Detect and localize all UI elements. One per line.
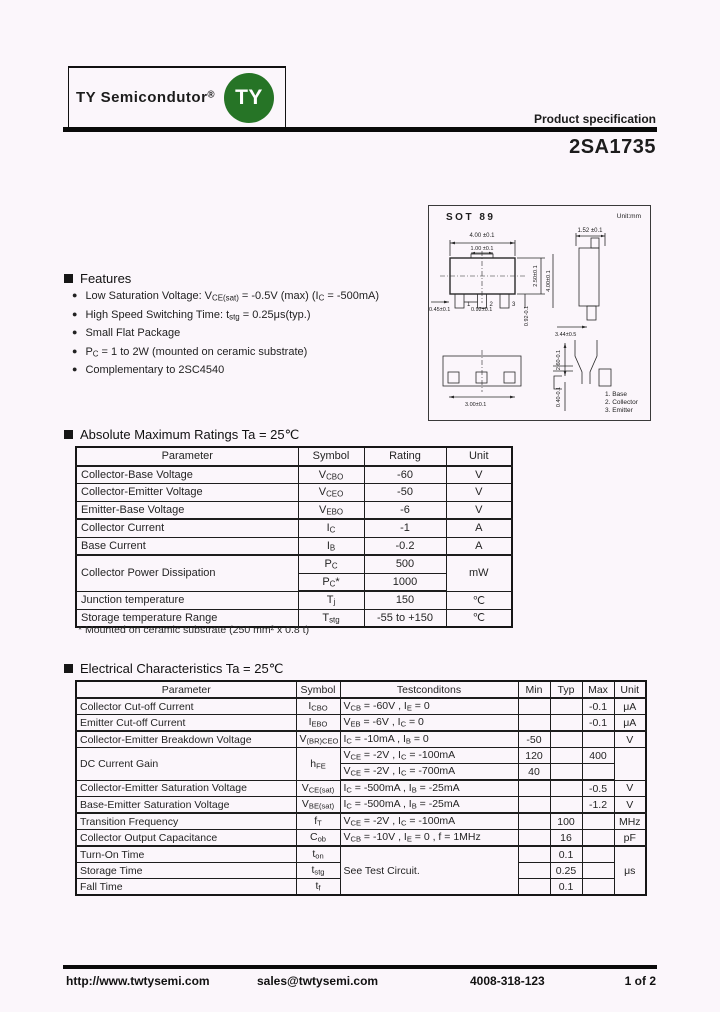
dim-side-length: 3.44±0.5 (555, 332, 577, 338)
cell-parameter: Collector Power Dissipation (76, 555, 298, 591)
table-row (76, 731, 646, 748)
cell-unit: μA (614, 698, 646, 715)
cell-typ (550, 797, 582, 814)
feature-item (72, 346, 307, 358)
cell-symbol: $V_{(BR)CEO}$ (296, 731, 340, 748)
cell-cond: $I_C = -500mA$ , $I_B = -25mA$ (340, 780, 518, 797)
cell-symbol: $t_f$ (296, 879, 340, 896)
cell-parameter: Turn-On Time (76, 846, 296, 863)
pin-legend (605, 391, 639, 414)
electrical-characteristics-table (75, 680, 647, 896)
side-view (555, 228, 605, 338)
cell-unit: mW (446, 555, 512, 591)
cell-min: -50 (518, 731, 550, 748)
cell-min (518, 879, 550, 896)
cell-symbol: $P_C*$ (298, 573, 364, 591)
cell-typ: 0.25 (550, 863, 582, 879)
cell-symbol: $V_{CEO}$ (298, 484, 364, 502)
cell-parameter: Emitter-Base Voltage (76, 501, 298, 519)
table-row (76, 813, 646, 830)
brand-logo-badge (224, 73, 274, 123)
col-typ: Typ (550, 681, 582, 698)
cell-typ: 100 (550, 813, 582, 830)
cell-unit: A (446, 519, 512, 537)
package-outline-figure (428, 205, 651, 421)
bullet-icon: ● (72, 327, 78, 337)
registered-mark: ® (207, 89, 216, 101)
cell-typ (550, 764, 582, 781)
footer-rule (63, 965, 657, 969)
cell-symbol: $V_{BE(sat)}$ (296, 797, 340, 814)
cell-unit (614, 748, 646, 781)
elec-title-text: Electrical Characteristics Ta = 25℃ (80, 661, 284, 676)
cell-unit: μs (614, 846, 646, 895)
cell-min (518, 698, 550, 715)
cell-unit: V (614, 797, 646, 814)
cell-parameter: Fall Time (76, 879, 296, 896)
cell-parameter: Collector-Emitter Breakdown Voltage (76, 731, 296, 748)
cell-max (582, 813, 614, 830)
cell-symbol: $C_{ob}$ (296, 830, 340, 847)
part-number: 2SA1735 (569, 136, 656, 158)
table-row (76, 698, 646, 715)
dim-pin-width: 0.92-0.1 (524, 305, 530, 327)
cell-min (518, 846, 550, 863)
cell-parameter: Emitter Cut-off Current (76, 715, 296, 732)
cell-min (518, 797, 550, 814)
dim-pin-pitch: 0.92±0.1 (471, 307, 493, 313)
dim-body-height: 2.50±0.1 (533, 265, 539, 287)
feature-text: Small Flat Package (85, 327, 181, 339)
header-rule (63, 127, 657, 132)
abs-max-title-text: Absolute Maximum Ratings Ta = 25℃ (80, 427, 300, 442)
cell-unit: ℃ (446, 609, 512, 627)
cell-max (582, 863, 614, 879)
cell-cond: $I_C = -500mA$ , $I_B = -25mA$ (340, 797, 518, 814)
section-square-icon (64, 274, 73, 283)
table-header-row (76, 447, 512, 466)
cell-rating: 1000 (364, 573, 446, 591)
features-title (64, 271, 131, 286)
feature-text: Complementary to 2SC4540 (85, 364, 225, 376)
cell-unit: A (446, 537, 512, 555)
table-row (76, 466, 512, 484)
dim-top-width: 4.00 ±0.1 (469, 233, 495, 239)
dim-lead-thickness: 0.40-0.1 (556, 386, 562, 408)
cell-typ: 16 (550, 830, 582, 847)
table-row (76, 830, 646, 847)
pin-number-1: 1 (467, 302, 471, 308)
cell-rating: -50 (364, 484, 446, 502)
cell-parameter: Collector Output Capacitance (76, 830, 296, 847)
cell-min (518, 813, 550, 830)
table-row (76, 501, 512, 519)
cell-min (518, 863, 550, 879)
col-unit: Unit (614, 681, 646, 698)
cell-max (582, 846, 614, 863)
package-drawing (429, 206, 650, 420)
logo-box (68, 66, 286, 132)
col-parameter: Parameter (76, 681, 296, 698)
cell-typ (550, 715, 582, 732)
cell-symbol: $V_{EBO}$ (298, 501, 364, 519)
cell-max (582, 879, 614, 896)
cell-symbol: $I_{CBO}$ (296, 698, 340, 715)
cell-cond: $V_{CE} = -2V$ , $I_C = -100mA$ (340, 813, 518, 830)
cell-cond: See Test Circuit. (340, 846, 518, 895)
bullet-icon: ● (72, 290, 78, 300)
cell-typ (550, 731, 582, 748)
cell-unit: MHz (614, 813, 646, 830)
cell-symbol: $h_{FE}$ (296, 748, 340, 781)
cell-min (518, 780, 550, 797)
cell-unit: V (614, 731, 646, 748)
cell-parameter: Transition Frequency (76, 813, 296, 830)
col-unit: Unit (446, 447, 512, 466)
cell-cond: $I_C = -10mA$ , $I_B = 0$ (340, 731, 518, 748)
col-min: Min (518, 681, 550, 698)
badge-text: TY (235, 86, 263, 109)
table-row (76, 537, 512, 555)
cell-max: -0.5 (582, 780, 614, 797)
cell-unit: ℃ (446, 591, 512, 609)
bottom-view (443, 350, 521, 408)
cell-parameter: Collector-Base Voltage (76, 466, 298, 484)
feature-item (72, 290, 379, 302)
cell-rating: -1 (364, 519, 446, 537)
col-parameter: Parameter (76, 447, 298, 466)
cell-parameter: Collector-Emitter Voltage (76, 484, 298, 502)
product-spec-label: Product specification (533, 112, 656, 126)
cell-rating: 150 (364, 591, 446, 609)
cell-typ (550, 780, 582, 797)
feature-text: Low Saturation Voltage: $V_{CE(sat)} = -0.5V$ (max) $(I_C = -500mA)$ (85, 290, 380, 303)
cell-rating: 500 (364, 555, 446, 573)
unit-label: Unit:mm (616, 213, 641, 220)
cell-typ (550, 748, 582, 764)
col-symbol: Symbol (298, 447, 364, 466)
cell-cond: $V_{CE} = -2V$ , $I_C = -100mA$ (340, 748, 518, 764)
features-title-text: Features (80, 271, 132, 286)
table-row (76, 555, 512, 573)
col-symbol: Symbol (296, 681, 340, 698)
cell-symbol: $V_{CE(sat)}$ (296, 780, 340, 797)
section-square-icon (64, 664, 73, 673)
dim-lead-length: 2.60-0.1 (556, 349, 562, 371)
cell-max: -0.1 (582, 698, 614, 715)
cell-parameter: Base Current (76, 537, 298, 555)
pin-number-2: 2 (489, 302, 493, 308)
footer-website: http://www.twtysemi.com (66, 974, 210, 988)
cell-symbol: $T_j$ (298, 591, 364, 609)
cell-cond: $V_{CE} = -2V$ , $I_C = -700mA$ (340, 764, 518, 781)
table-row (76, 797, 646, 814)
dim-bottom-width: 3.00±0.1 (465, 402, 487, 408)
pin-legend-collector: 2. Collector (605, 399, 638, 406)
front-view (429, 233, 553, 326)
footer-phone: 4008-318-123 (470, 974, 545, 988)
cell-symbol: $T_{stg}$ (298, 609, 364, 627)
cell-max: -0.1 (582, 715, 614, 732)
feature-item (72, 327, 180, 339)
table-row (76, 846, 646, 863)
package-name: SOT 89 (446, 212, 496, 223)
cell-cond: $V_{EB} = -6V$ , $I_C = 0$ (340, 715, 518, 732)
bullet-icon: ● (72, 364, 78, 374)
cell-unit: pF (614, 830, 646, 847)
col-rating: Rating (364, 447, 446, 466)
cell-max: -1.2 (582, 797, 614, 814)
cell-symbol: $t_{stg}$ (296, 863, 340, 879)
table-row (76, 748, 646, 764)
table-row (76, 484, 512, 502)
cell-typ: 0.1 (550, 879, 582, 896)
cell-parameter: DC Current Gain (76, 748, 296, 781)
elec-title (64, 661, 283, 677)
table-row (76, 715, 646, 732)
cell-symbol: $I_C$ (298, 519, 364, 537)
feature-item (72, 364, 224, 376)
cell-min: 40 (518, 764, 550, 781)
footer-page-number: 1 of 2 (624, 974, 656, 988)
cell-parameter: Collector-Emitter Saturation Voltage (76, 780, 296, 797)
bullet-icon: ● (72, 308, 78, 319)
brand-text: TY Semicondutor (76, 89, 208, 106)
cell-rating: -6 (364, 501, 446, 519)
dim-side-thickness: 1.52 ±0.1 (577, 228, 603, 234)
section-square-icon (64, 430, 73, 439)
cell-parameter: Storage Time (76, 863, 296, 879)
abs-max-title (64, 427, 299, 443)
cell-max (582, 830, 614, 847)
cell-max (582, 731, 614, 748)
table-header-row (76, 681, 646, 698)
bullet-icon: ● (72, 345, 78, 356)
cell-min: 120 (518, 748, 550, 764)
cell-max (582, 764, 614, 781)
table-row (76, 780, 646, 797)
cell-unit: V (446, 501, 512, 519)
cell-min (518, 830, 550, 847)
dim-total-height: 4.00±0.1 (546, 270, 552, 292)
abs-max-footnote: * Mounted on ceramic substrate (250 mm² x 0.8 t) (78, 624, 310, 636)
dim-pin-offset: 0.45±0.1 (429, 307, 451, 313)
cell-typ: 0.1 (550, 846, 582, 863)
cell-unit: V (446, 484, 512, 502)
feature-item (72, 309, 311, 321)
brand-name (76, 89, 215, 106)
footer-email: sales@twtysemi.com (257, 974, 379, 988)
cell-cond: $V_{CB} = -60V$ , $I_E = 0$ (340, 698, 518, 715)
cell-symbol: $f_T$ (296, 813, 340, 830)
cell-parameter: Junction temperature (76, 591, 298, 609)
cell-unit: V (614, 780, 646, 797)
cell-min (518, 715, 550, 732)
absolute-maximum-ratings-table (75, 446, 513, 628)
feature-text: High Speed Switching Time: $t_{stg} = 0.25\mu s(typ.)$ (85, 308, 311, 321)
cell-symbol: $I_{EBO}$ (296, 715, 340, 732)
col-max: Max (582, 681, 614, 698)
col-testconditions: Testconditons (340, 681, 518, 698)
cell-symbol: $t_{on}$ (296, 846, 340, 863)
cell-parameter: Storage temperature Range (76, 609, 298, 627)
cell-unit: V (446, 466, 512, 484)
cell-symbol: $P_C$ (298, 555, 364, 573)
table-row (76, 591, 512, 609)
cell-cond: $V_{CB} = -10V$ , $I_E = 0$ , f = 1MHz (340, 830, 518, 847)
pin-legend-base: 1. Base (605, 391, 628, 398)
cell-unit: μA (614, 715, 646, 732)
lead-detail (553, 340, 611, 411)
cell-max: 400 (582, 748, 614, 764)
cell-typ (550, 698, 582, 715)
cell-symbol: $V_{CBO}$ (298, 466, 364, 484)
cell-symbol: $I_B$ (298, 537, 364, 555)
cell-rating: -55 to +150 (364, 609, 446, 627)
dim-tab-width: 1.00 ±0.1 (470, 246, 494, 252)
table-row (76, 519, 512, 537)
feature-text: $P_C = 1$ to 2W (mounted on ceramic substrate) (85, 345, 308, 358)
cell-parameter: Collector Current (76, 519, 298, 537)
cell-parameter: Collector Cut-off Current (76, 698, 296, 715)
cell-rating: -60 (364, 466, 446, 484)
pin-legend-emitter: 3. Emitter (605, 407, 633, 414)
pin-number-3: 3 (512, 302, 516, 308)
cell-parameter: Base-Emitter Saturation Voltage (76, 797, 296, 814)
cell-rating: -0.2 (364, 537, 446, 555)
